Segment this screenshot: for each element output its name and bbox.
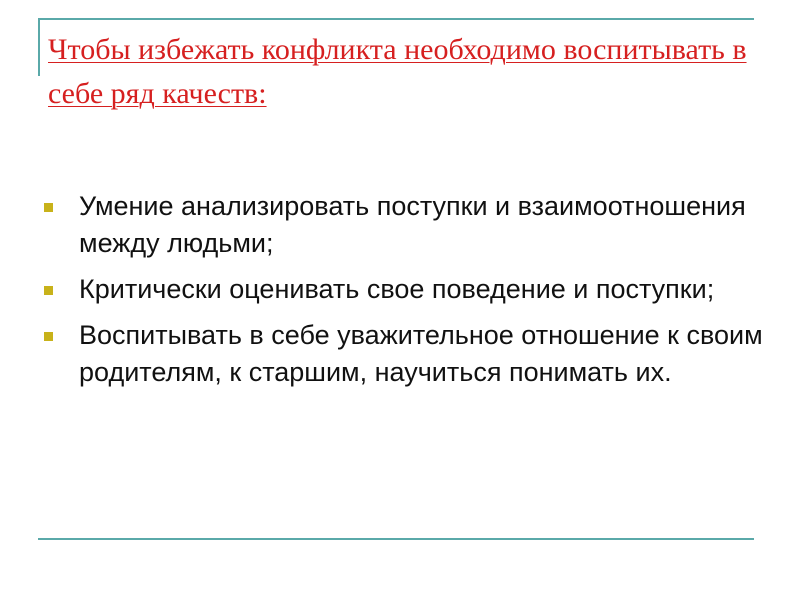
square-bullet-icon (44, 286, 53, 295)
left-accent-line (38, 18, 40, 76)
bullet-text: Воспитывать в себе уважительное отношение к своим родителям, к старшим, научиться понимать их. (79, 320, 763, 387)
bullet-text: Умение анализировать поступки и взаимоотношения между людьми; (79, 191, 746, 258)
bottom-divider-line (38, 538, 754, 540)
bullet-item (44, 317, 764, 391)
slide-title: Чтобы избежать конфликта необходимо воспитывать в себе ряд качеств: (48, 33, 747, 110)
bullet-item (44, 188, 764, 262)
top-divider-line (38, 18, 754, 20)
square-bullet-icon (44, 203, 53, 212)
square-bullet-icon (44, 332, 53, 341)
bullet-list (44, 188, 764, 400)
bullet-item (44, 271, 764, 308)
bullet-text: Критически оценивать свое поведение и поступки; (79, 274, 715, 304)
